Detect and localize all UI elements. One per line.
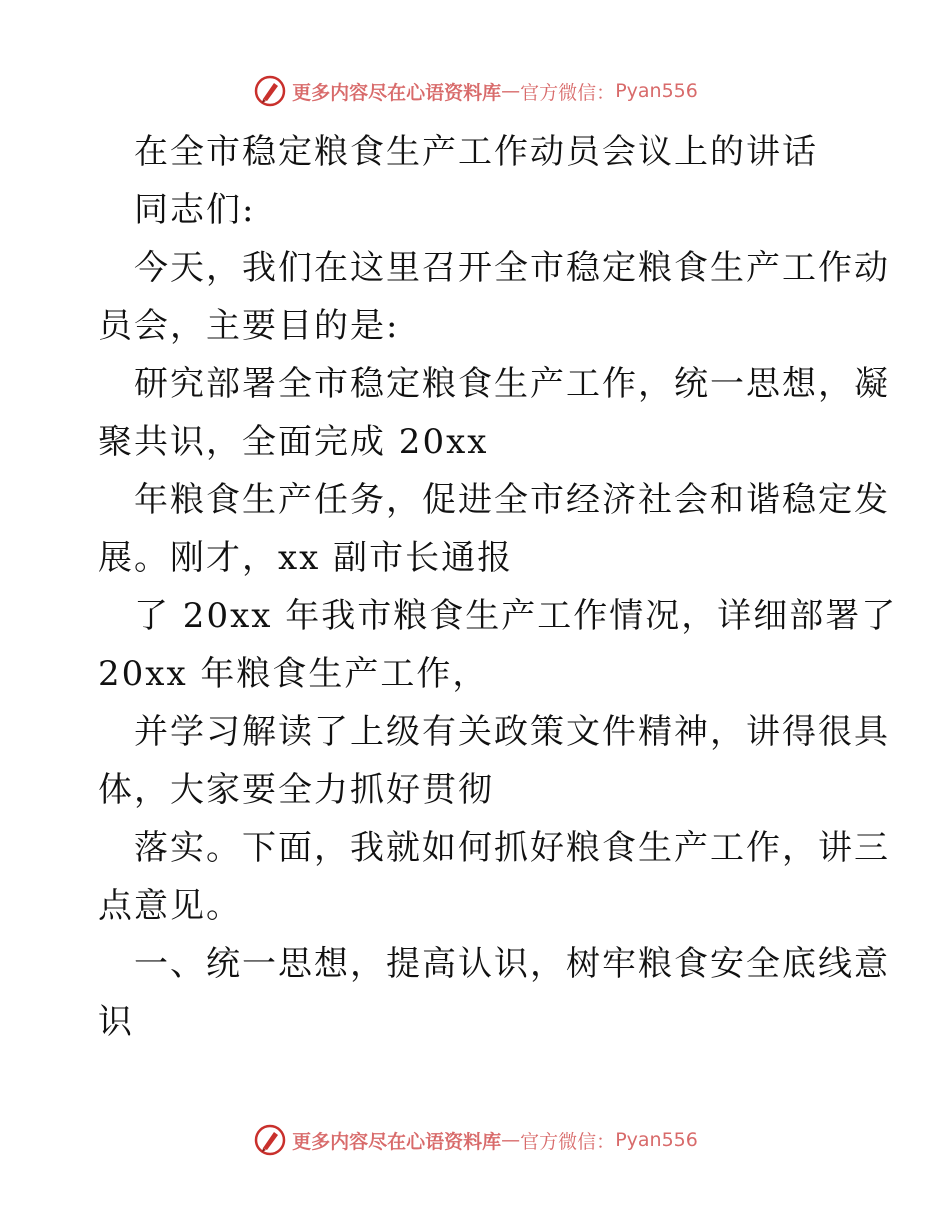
pen-circle-logo-icon — [252, 73, 288, 109]
banner-main-text: 更多内容尽在心语资料库 — [292, 1130, 502, 1153]
body-line: 员会，主要目的是: — [98, 306, 400, 346]
document-title: 在全市稳定粮食生产工作动员会议上的讲话 — [134, 132, 818, 172]
document-body — [98, 123, 898, 1051]
banner-wechat-id: Pyan556 — [615, 80, 698, 102]
body-line: 点意见。 — [98, 886, 242, 926]
header-watermark-banner — [0, 71, 950, 111]
banner-wechat-id: Pyan556 — [615, 1129, 698, 1151]
section-heading: 一、统一思想，提高认识，树牢粮食安全底线意 — [134, 944, 890, 984]
body-line: 年粮食生产任务，促进全市经济社会和谐稳定发 — [134, 480, 890, 520]
salutation: 同志们: — [134, 190, 256, 230]
body-line: 体，大家要全力抓好贯彻 — [98, 770, 494, 810]
body-line: 落实。下面，我就如何抓好粮食生产工作，讲三 — [134, 828, 890, 868]
body-line: 研究部署全市稳定粮食生产工作，统一思想，凝 — [134, 364, 890, 404]
footer-watermark-banner — [0, 1120, 950, 1160]
body-line: 并学习解读了上级有关政策文件精神，讲得很具 — [134, 712, 890, 752]
body-line: 今天，我们在这里召开全市稳定粮食生产工作动 — [134, 248, 890, 288]
banner-dash: — — [501, 80, 521, 102]
section-heading-continued: 识 — [98, 1002, 134, 1042]
pen-circle-logo-icon — [252, 1122, 288, 1158]
banner-main-text: 更多内容尽在心语资料库 — [292, 81, 502, 104]
body-line: 20xx 年粮食生产工作， — [98, 654, 489, 694]
body-line: 展。刚才，xx 副市长通报 — [98, 538, 514, 578]
banner-wechat-label: 官方微信： — [520, 81, 616, 104]
body-line: 了 20xx 年我市粮食生产工作情况，详细部署了 — [134, 596, 898, 636]
banner-dash: — — [501, 1129, 521, 1151]
banner-wechat-label: 官方微信： — [520, 1130, 616, 1153]
body-line: 聚共识，全面完成 20xx — [98, 422, 489, 462]
